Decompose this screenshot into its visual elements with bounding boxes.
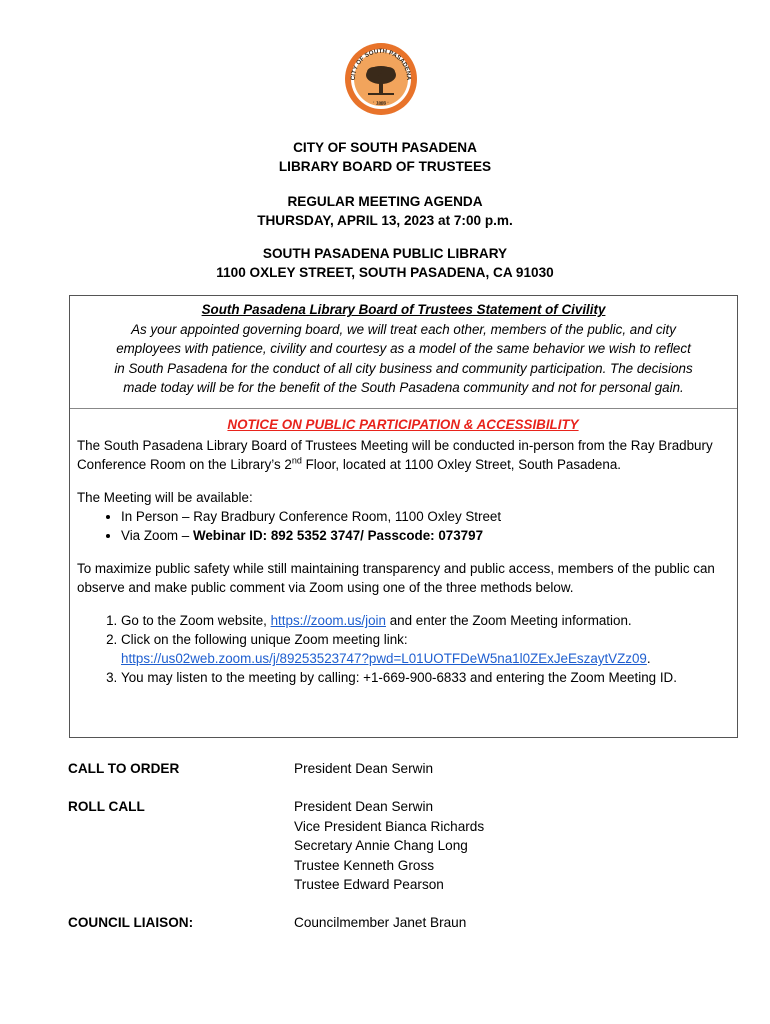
roll-call-member: Trustee Kenneth Gross bbox=[294, 857, 435, 873]
zoom-steps-list bbox=[77, 611, 729, 687]
civility-title: South Pasadena Library Board of Trustees Statement of Civility bbox=[201, 302, 606, 317]
city-seal-logo bbox=[344, 42, 418, 116]
webinar-id: Webinar ID: 892 5352 3747/ Passcode: 073797 bbox=[192, 528, 484, 543]
header-block-2 bbox=[0, 192, 770, 230]
notice-intro-text-end: Floor, located at 1100 Oxley Street, South Pasadena. bbox=[301, 457, 621, 472]
roll-call-member: Trustee Edward Pearson bbox=[294, 877, 444, 892]
ordinal-suffix: nd bbox=[291, 455, 302, 466]
agenda-label: ROLL CALL bbox=[68, 799, 145, 814]
civility-line: As your appointed governing board, we will treat each other, members of the public, and city bbox=[131, 321, 676, 337]
agenda-value: President Dean Serwin bbox=[294, 761, 434, 776]
roll-call-list bbox=[294, 797, 484, 895]
zoom-join-link[interactable]: https://zoom.us/join bbox=[270, 613, 386, 628]
roll-call-member: President Dean Serwin bbox=[294, 799, 434, 814]
civility-line: in South Pasadena for the conduct of all city business and community participation. The decisions bbox=[114, 360, 693, 376]
svg-text:CITY OF SOUTH PASADENA: CITY OF SOUTH PASADENA bbox=[349, 47, 413, 81]
zoom-label: Via Zoom – bbox=[121, 528, 193, 543]
agenda-value: Councilmember Janet Braun bbox=[294, 915, 467, 930]
header-meeting-type: REGULAR MEETING AGENDA bbox=[287, 194, 483, 209]
step1-text: Go to the Zoom website, bbox=[121, 613, 271, 628]
header-city: CITY OF SOUTH PASADENA bbox=[293, 140, 477, 155]
notice-title: NOTICE ON PUBLIC PARTICIPATION & ACCESSIBILITY bbox=[227, 417, 579, 432]
notice-intro bbox=[77, 436, 729, 474]
step-item-3: 3. You may listen to the meeting by calling: +1-669-900-6833 and entering the Zoom Meeting ID. bbox=[121, 668, 729, 687]
notice-intro-text: The South Pasadena Library Board of Trustees Meeting will be conducted in-person from the Ray Bradbury Conference Room on the Library’s 2 bbox=[77, 438, 713, 472]
step2-text-end: . bbox=[646, 651, 651, 666]
agenda-label: CALL TO ORDER bbox=[68, 761, 180, 776]
header-block-3 bbox=[0, 244, 770, 282]
header-date: THURSDAY, APRIL 13, 2023 at 7:00 p.m. bbox=[257, 213, 513, 228]
header-address: 1100 OXLEY STREET, SOUTH PASADENA, CA 91030 bbox=[216, 265, 554, 280]
list-item-zoom bbox=[121, 526, 729, 545]
header-block-1 bbox=[0, 138, 770, 176]
roll-call-member: Vice President Bianca Richards bbox=[294, 818, 485, 834]
zoom-meeting-link[interactable]: https://us02web.zoom.us/j/89253523747?pwd=L01UOTFDeW5na1l0ZExJeEszaytVZz09 bbox=[121, 651, 647, 666]
civility-statement bbox=[70, 296, 737, 409]
agenda-label: COUNCIL LIAISON: bbox=[68, 915, 194, 930]
svg-text:· 1888 ·: · 1888 · bbox=[371, 99, 391, 108]
availability-heading: The Meeting will be available: bbox=[77, 490, 253, 505]
participation-notice bbox=[70, 409, 737, 687]
civility-line: made today will be for the benefit of the South Pasadena community and not for personal gain. bbox=[123, 380, 684, 395]
availability-list bbox=[77, 507, 729, 545]
step1-text-end: and enter the Zoom Meeting information. bbox=[385, 613, 632, 628]
step2-text: Click on the following unique Zoom meeting link: bbox=[121, 632, 408, 647]
step-item-1 bbox=[121, 611, 729, 630]
civility-line: employees with patience, civility and courtesy as a model of the same behavior we wish to reflect bbox=[116, 341, 691, 356]
notice-box bbox=[69, 295, 738, 738]
maximize-paragraph: To maximize public safety while still maintaining transparency and public access, members of the public can observe and make public comment via Zoom using one of the three methods below. bbox=[77, 561, 715, 595]
list-item-in-person: • In Person – Ray Bradbury Conference Room, 1100 Oxley Street bbox=[121, 507, 729, 526]
step-item-2 bbox=[121, 630, 729, 668]
header-board: LIBRARY BOARD OF TRUSTEES bbox=[278, 159, 492, 174]
header-location: SOUTH PASADENA PUBLIC LIBRARY bbox=[262, 246, 508, 261]
roll-call-member: Secretary Annie Chang Long bbox=[294, 838, 468, 853]
